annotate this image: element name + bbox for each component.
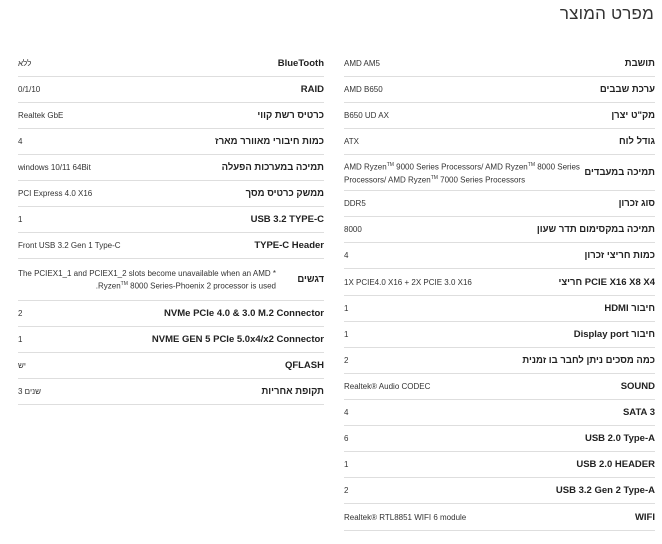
spec-value: windows 10/11 64Bit [18, 163, 91, 172]
spec-label: כמה מסכים ניתן לחבר בו זמנית [522, 355, 655, 366]
spec-value: יש [18, 361, 26, 370]
spec-label: NVME GEN 5 PCIe 5.0x4/x2 Connector [151, 334, 324, 345]
spec-value: 2 [344, 356, 349, 365]
spec-value: 2 [18, 309, 23, 318]
spec-value [18, 268, 276, 292]
spec-label: דגשים [297, 274, 324, 285]
spec-row-chipset [344, 77, 655, 103]
spec-value: AMD AM5 [344, 59, 381, 68]
spec-row-notes [18, 259, 324, 301]
spec-label: WIFI [634, 511, 655, 523]
trademark-mark: TM [120, 280, 128, 287]
spec-value [344, 160, 580, 185]
spec-row-sound [344, 374, 655, 400]
spec-row-usb2-header [344, 452, 655, 478]
page-title: מפרט המוצר [559, 4, 654, 23]
spec-value: 4 [344, 251, 349, 260]
spec-row-qflash [18, 353, 324, 379]
spec-value: 0/1/10 [18, 85, 41, 94]
spec-value: Realtek GbE [18, 111, 64, 120]
spec-value: 1X PCIE4.0 X16 + 2X PCIE 3.0 X16 [344, 277, 472, 287]
spec-value: 1 [344, 460, 349, 469]
spec-row-form-factor [344, 129, 655, 155]
spec-row-bluetooth [18, 51, 324, 77]
spec-row-model [344, 103, 655, 129]
spec-column-left [18, 51, 324, 405]
spec-label: USB 3.2 Gen 2 Type-A [555, 485, 655, 496]
spec-row-usb32-gen2 [344, 478, 655, 504]
spec-value: B650 UD AX [344, 111, 389, 120]
spec-label: תושבת [624, 58, 655, 69]
spec-label: RAID [300, 84, 324, 95]
spec-label: כמות חריצי זכרון [584, 250, 655, 261]
spec-row-lan [18, 103, 324, 129]
spec-value: Realtek® RTL8851 WIFI 6 module [344, 512, 467, 522]
value-text: 7000 Series Processors [437, 175, 526, 185]
spec-label: ערכת שבבים [599, 84, 655, 95]
value-text: 8000 Series Processors/ AMD Ryzen [344, 162, 580, 185]
spec-value: 3 שנים [18, 387, 41, 396]
spec-value: PCI Express 4.0 X16 [18, 189, 93, 198]
spec-label: סוג זכרון [618, 198, 655, 209]
spec-row-pcie-slots [344, 269, 655, 296]
spec-label: כרטיס רשת קווי [257, 110, 324, 121]
spec-row-fan-headers [18, 129, 324, 155]
spec-value: 1 [18, 335, 23, 344]
spec-row-m2-gen4 [18, 301, 324, 327]
spec-label: QFLASH [284, 360, 324, 371]
spec-value: 1 [344, 304, 349, 313]
spec-label: תמיכה במקסימום תדר שעון [536, 224, 655, 235]
spec-value: 6 [344, 434, 349, 443]
spec-row-gpu-interface [18, 181, 324, 207]
spec-value: 8000 [344, 225, 362, 234]
spec-row-raid [18, 77, 324, 103]
spec-value: DDR5 [344, 199, 366, 208]
spec-row-sata [344, 400, 655, 426]
spec-label: TYPE-C Header [254, 240, 324, 251]
spec-label: כמות חיבורי מאוורר מארז [215, 136, 324, 147]
spec-value: 1 [344, 330, 349, 339]
spec-row-usb2-type-a [344, 426, 655, 452]
spec-row-m2-gen5 [18, 327, 324, 353]
value-text: 9000 Series Processors/ AMD Ryzen [393, 162, 528, 172]
spec-label: SATA 3 [622, 407, 655, 418]
spec-row-memory-type [344, 191, 655, 217]
spec-value: ATX [344, 137, 359, 146]
spec-row-socket [344, 51, 655, 77]
spec-label: NVMe PCIe 4.0 & 3.0 M.2 Connector [164, 308, 324, 319]
trademark-mark: TM [430, 174, 438, 181]
spec-row-cpu-support [344, 155, 655, 191]
spec-label: USB 3.2 TYPE-C [250, 214, 324, 225]
spec-row-max-clock [344, 217, 655, 243]
spec-value: 4 [344, 408, 349, 417]
spec-row-os-support [18, 155, 324, 181]
value-text: 8000 Series-Phoenix 2 processor is used. [95, 281, 276, 291]
spec-label: תמיכה במערכות הפעלה [221, 162, 324, 173]
trademark-mark: TM [386, 161, 394, 168]
spec-column-right [344, 51, 655, 531]
spec-value: 2 [344, 486, 349, 495]
spec-value: AMD B650 [344, 85, 383, 94]
spec-label: ממשק כרטיס מסך [245, 188, 324, 199]
spec-value: Realtek® Audio CODEC [344, 382, 431, 391]
spec-value: Front USB 3.2 Gen 1 Type-C [18, 241, 121, 250]
spec-value: 4 [18, 137, 23, 146]
value-text: The PCIEX1_1 and PCIEX1_2 slots become unavailable when an AMD * Ryzen [18, 268, 276, 291]
spec-label: תמיכה במעבדים [584, 167, 655, 178]
spec-row-multi-display [344, 348, 655, 374]
spec-row-hdmi [344, 296, 655, 322]
spec-label: מק"ט יצרן [611, 110, 655, 121]
spec-label: תקופת אחריות [261, 386, 324, 397]
spec-row-usb32-type-c [18, 207, 324, 233]
spec-label: חיבור Display port [573, 329, 655, 340]
spec-label: PCIE X16 X8 X4 חריצי [558, 276, 655, 288]
spec-label: BlueTooth [277, 58, 324, 69]
spec-row-type-c-header [18, 233, 324, 259]
spec-value: 1 [18, 215, 23, 224]
spec-label: USB 2.0 Type-A [584, 433, 655, 444]
spec-row-display-port [344, 322, 655, 348]
spec-row-memory-slots [344, 243, 655, 269]
spec-label: גודל לוח [619, 136, 655, 147]
spec-row-warranty [18, 379, 324, 405]
spec-value: ללא [18, 59, 32, 68]
value-text: AMD Ryzen [344, 162, 387, 172]
spec-label: USB 2.0 HEADER [576, 459, 655, 470]
spec-label: SOUND [620, 381, 655, 392]
trademark-mark: TM [527, 161, 535, 168]
spec-label: חיבור HDMI [604, 303, 655, 314]
spec-row-wifi [344, 504, 655, 531]
